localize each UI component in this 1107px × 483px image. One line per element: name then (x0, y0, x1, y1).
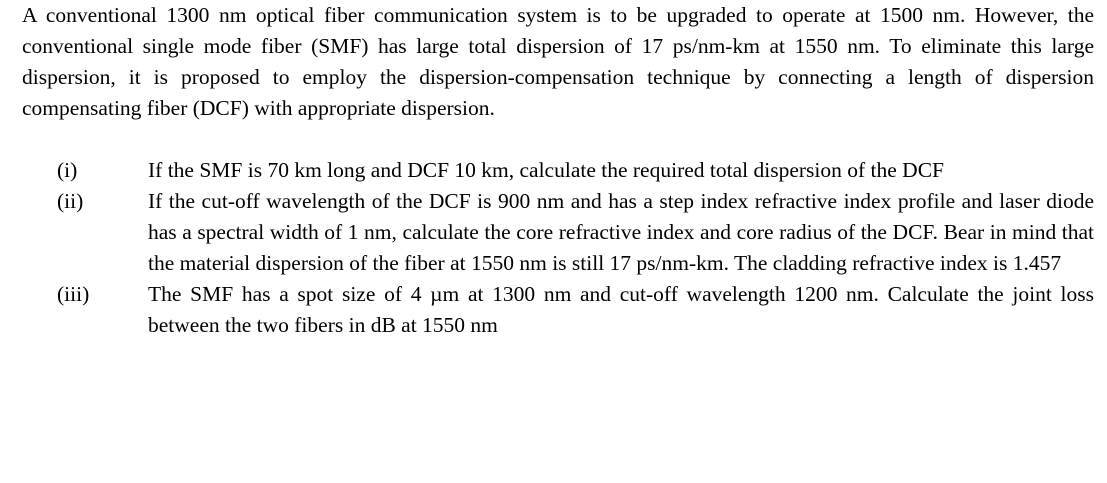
question-text: If the SMF is 70 km long and DCF 10 km, calculate the required total dispersion of the DCF (148, 158, 944, 182)
question-list (22, 155, 1094, 341)
document-page (22, 0, 1094, 341)
question-text: If the cut-off wavelength of the DCF is 900 nm and has a step index refractive index profile and laser diode has a spectral width of 1 nm, calculate the core refractive index and core radius of the DCF. Bear in mind that the material dispersion of the fiber at 1550 nm is still 17 ps/nm-km. The cladding refractive index is 1.457 (148, 189, 1094, 275)
question-number: (iii) (57, 282, 90, 306)
question-text: The SMF has a spot size of 4 µm at 1300 nm and cut-off wavelength 1200 nm. Calculate the joint loss between the two fibers in dB at 1550 nm (148, 282, 1094, 337)
question-item (22, 279, 1094, 341)
question-number: (ii) (57, 189, 84, 213)
problem-statement: A conventional 1300 nm optical fiber communication system is to be upgraded to operate at 1500 nm. However, the conventional single mode fiber (SMF) has large total dispersion of 17 ps/nm-km at 1550 nm. To eliminate this large dispersion, it is proposed to employ the dispersion-compensation technique by connecting a length of dispersion compensating fiber (DCF) with appropriate dispersion. (22, 3, 1094, 120)
question-item (22, 186, 1094, 279)
question-item (22, 155, 1094, 186)
question-number: (i) (57, 158, 78, 182)
